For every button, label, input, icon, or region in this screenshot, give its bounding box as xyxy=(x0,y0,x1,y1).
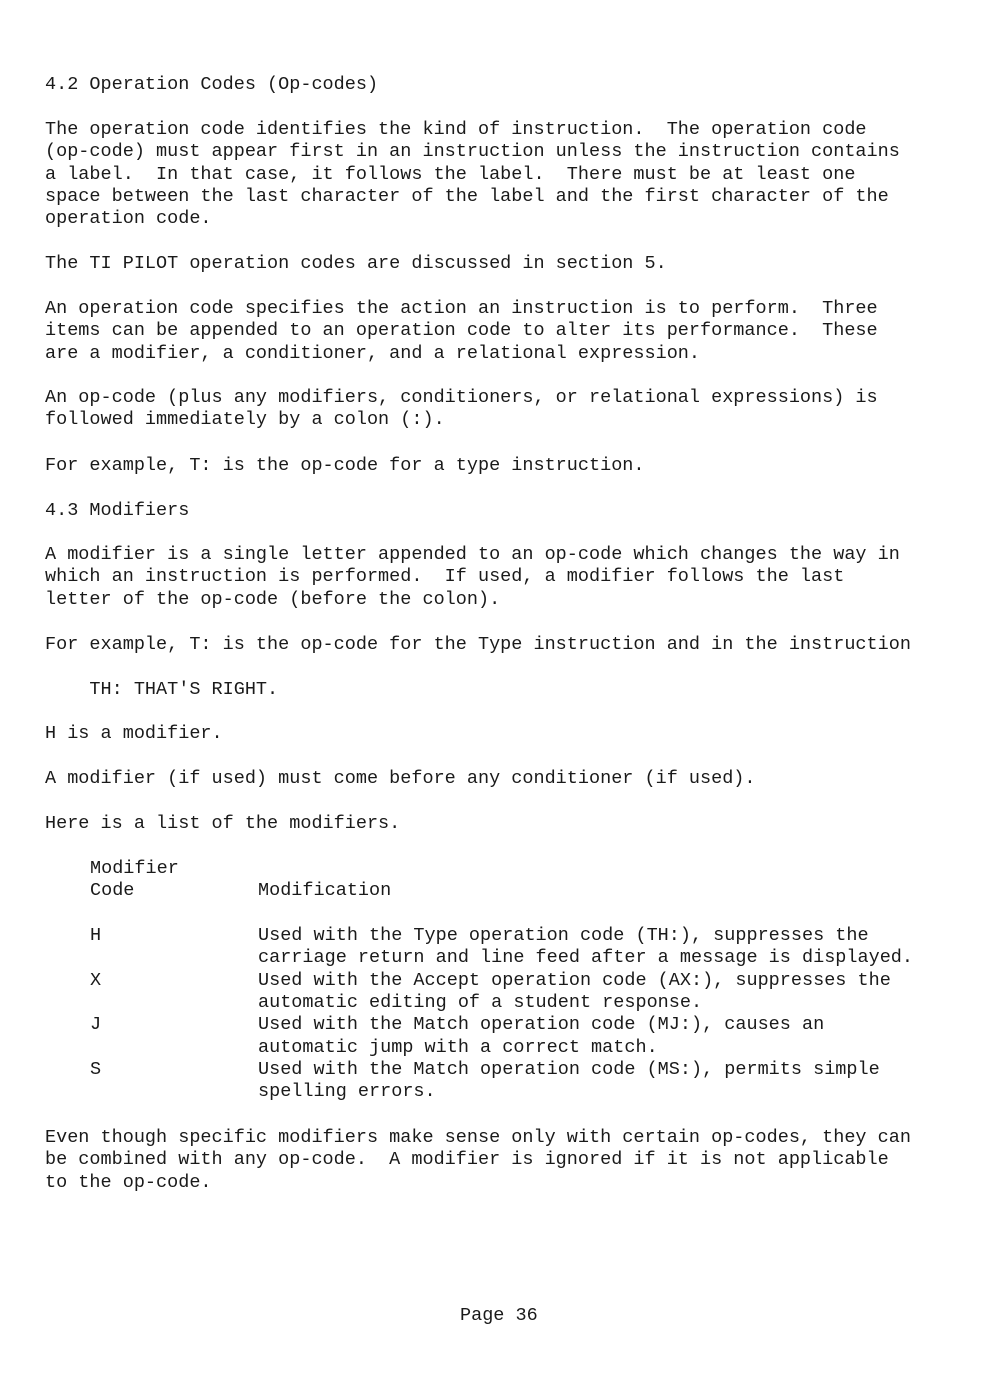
code-example xyxy=(45,679,278,701)
modifier-description: automatic editing of a student response. xyxy=(258,991,703,1013)
paragraph xyxy=(45,387,878,432)
text-line: letter of the op-code (before the colon). xyxy=(45,588,501,610)
text-line: The operation code identifies the kind of instruction. The operation code xyxy=(45,119,867,140)
paragraph xyxy=(45,723,223,745)
text-line: operation code. xyxy=(45,208,212,230)
paragraph xyxy=(45,544,900,611)
text-line: An operation code specifies the action an instruction is to perform. Three xyxy=(45,298,878,319)
text-line: For example, T: is the op-code for a type instruction. xyxy=(45,455,645,476)
modifier-code: X xyxy=(90,969,102,991)
column-header: Modifier xyxy=(90,858,179,879)
modifier-description: Used with the Accept operation code (AX:), suppresses the xyxy=(258,969,891,991)
text-line: which an instruction is performed. If used, a modifier follows the last xyxy=(45,566,845,588)
paragraph xyxy=(45,813,400,835)
modifier-description: Used with the Match operation code (MJ:), causes an xyxy=(258,1014,825,1036)
text-line: be combined with any op-code. A modifier is ignored if it is not applicable xyxy=(45,1149,889,1171)
text-line: a label. In that case, it follows the label. There must be at least one xyxy=(45,163,856,185)
text-line: TH: THAT'S RIGHT. xyxy=(45,679,279,700)
paragraph xyxy=(45,455,645,477)
column-header: Modification xyxy=(258,880,392,901)
text-line: (op-code) must appear first in an instruction unless the instruction contains xyxy=(45,141,900,163)
text-line: Even though specific modifiers make sense only with certain op-codes, they can xyxy=(45,1127,911,1148)
modifier-description: Used with the Match operation code (MS:), permits simple xyxy=(258,1058,880,1080)
text-line: A modifier is a single letter appended to an op-code which changes the way in xyxy=(45,544,900,565)
text-line: are a modifier, a conditioner, and a relational expression. xyxy=(45,342,701,364)
text-line: Here is a list of the modifiers. xyxy=(45,813,401,834)
text-line: 4.2 Operation Codes (Op-codes) xyxy=(45,74,379,95)
modifier-description: carriage return and line feed after a message is displayed. xyxy=(258,947,914,969)
text-line: space between the last character of the label and the first character of the xyxy=(45,185,889,207)
modifier-description: Used with the Type operation code (TH:), suppresses the xyxy=(258,925,869,946)
text-line: 4.3 Modifiers xyxy=(45,500,190,521)
text-line: to the op-code. xyxy=(45,1171,212,1193)
text-line: For example, T: is the op-code for the Type instruction and in the instruction xyxy=(45,634,911,655)
modifier-code: J xyxy=(90,1014,102,1036)
modifier-code: S xyxy=(90,1058,102,1080)
column-header: Code xyxy=(90,880,135,901)
closing-paragraph xyxy=(45,1127,911,1194)
text-line: followed immediately by a colon (:). xyxy=(45,409,445,431)
text-line: H is a modifier. xyxy=(45,723,223,744)
paragraph xyxy=(45,634,911,656)
text-line: A modifier (if used) must come before any conditioner (if used). xyxy=(45,768,756,789)
text-line: An op-code (plus any modifiers, conditioners, or relational expressions) is xyxy=(45,387,878,408)
paragraph xyxy=(45,298,878,365)
section-heading xyxy=(45,74,378,96)
text-line: The TI PILOT operation codes are discussed in section 5. xyxy=(45,253,667,274)
paragraph xyxy=(45,253,667,275)
modifier-description: automatic jump with a correct match. xyxy=(258,1036,658,1058)
paragraph xyxy=(45,119,900,230)
modifier-code: H xyxy=(90,925,102,946)
section-heading xyxy=(45,500,189,522)
page-number: Page 36 xyxy=(460,1305,538,1326)
modifier-description: spelling errors. xyxy=(258,1081,436,1103)
text-line: items can be appended to an operation code to alter its performance. These xyxy=(45,320,878,342)
paragraph xyxy=(45,768,756,790)
